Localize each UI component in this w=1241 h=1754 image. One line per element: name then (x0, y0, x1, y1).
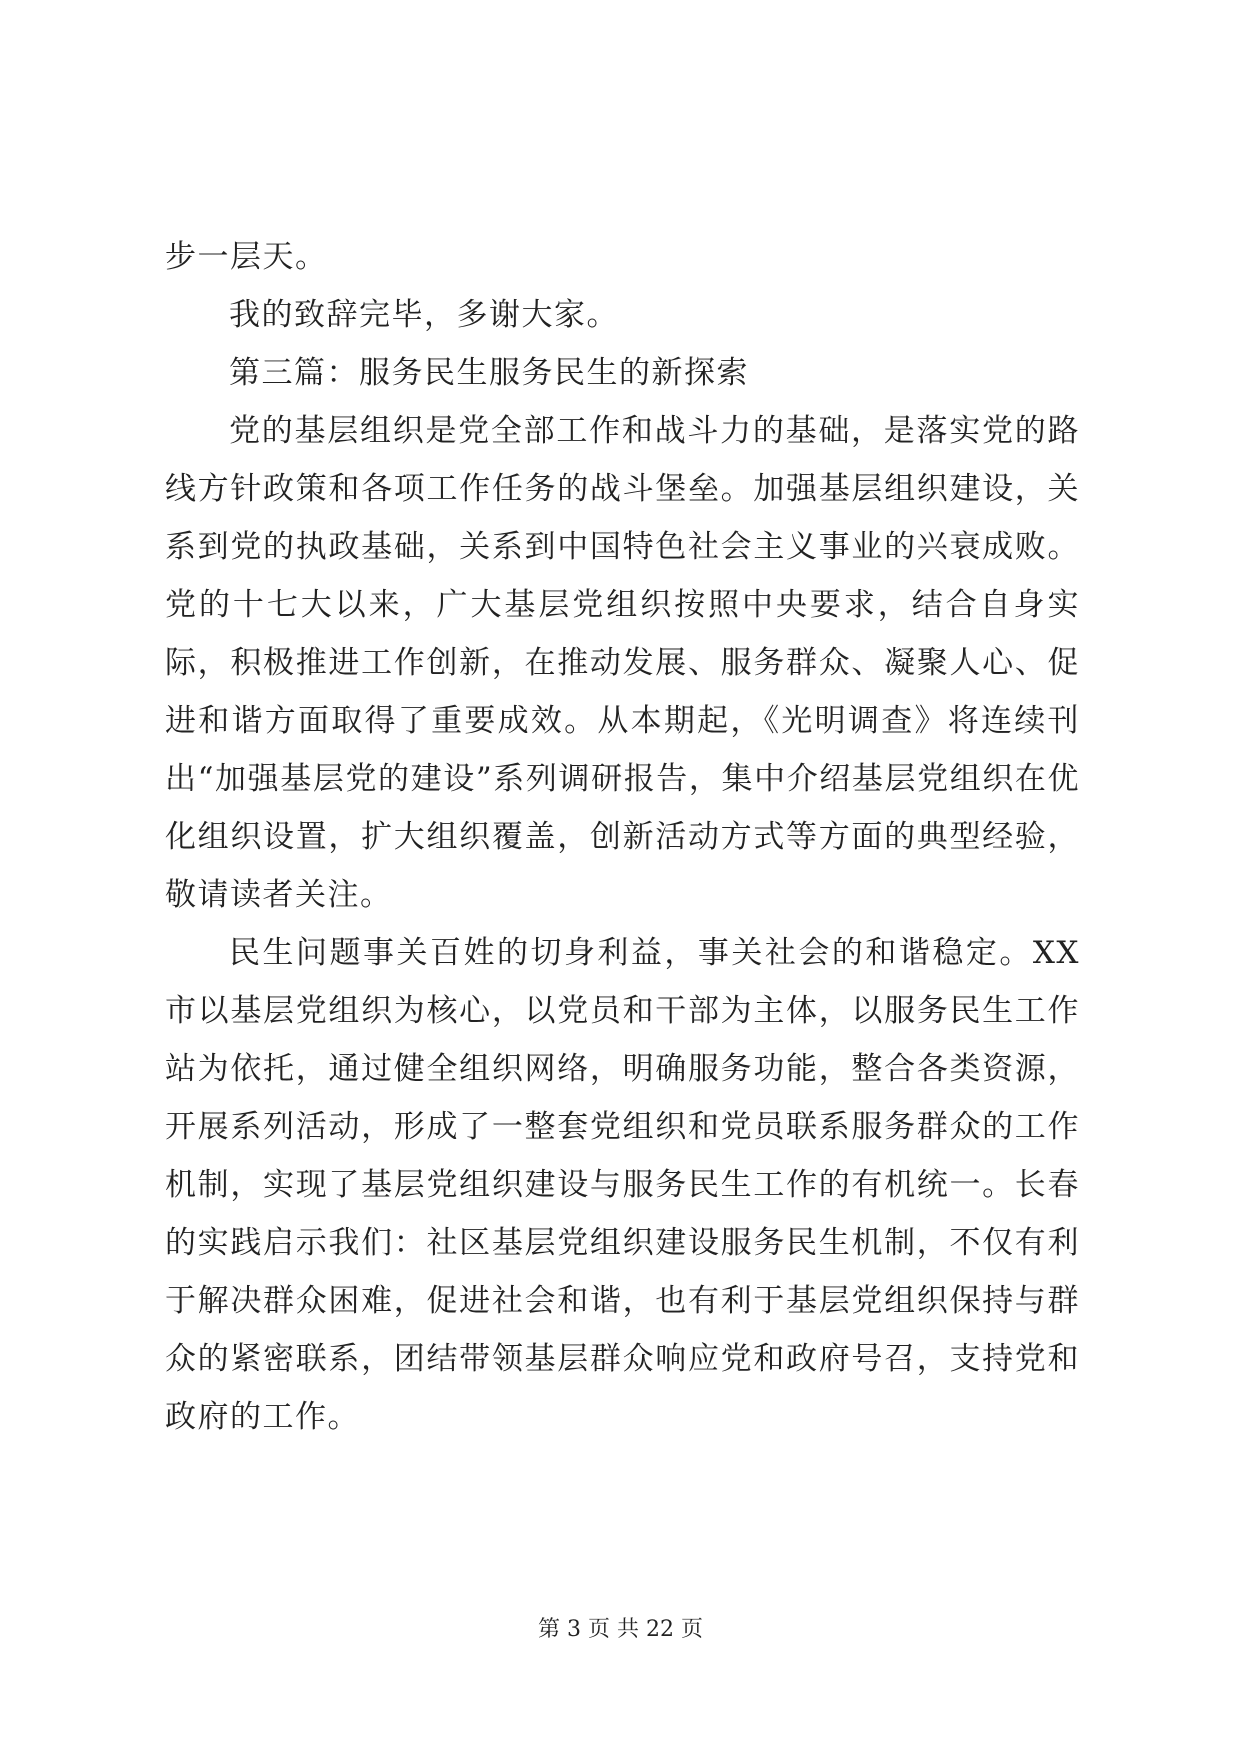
paragraph-closing-remark: 我的致辞完毕，多谢大家。 (229, 297, 619, 333)
page-number: 第 3 页 共 22 页 (538, 1617, 703, 1642)
document-body (165, 228, 1080, 1446)
paragraph-intro: 党的基层组织是党全部工作和战斗力的基础，是落实党的路线方针政策和各项工作任务的战斗堡垒。加强基层组织建设，关系到党的执政基础，关系到中国特色社会主义事业的兴衰成败。党的十七大以来，广大基层党组织按照中央要求，结合自身实际，积极推进工作创新，在推动发展、服务群众、凝聚人心、促进和谐方面取得了重要成效。从本期起，《光明调查》将连续刊出“加强基层党的建设”系列调研报告，集中介绍基层党组织在优化组织设置，扩大组织覆盖，创新活动方式等方面的典型经验，敬请读者关注。 (165, 413, 1080, 913)
section-heading: 第三篇：服务民生服务民生的新探索 (229, 355, 749, 391)
page-footer (0, 1616, 1241, 1644)
paragraph-main: 民生问题事关百姓的切身利益，事关社会的和谐稳定。XX市以基层党组织为核心，以党员和干部为主体，以服务民生工作站为依托，通过健全组织网络，明确服务功能，整合各类资源，开展系列活动，形成了一整套党组织和党员联系服务群众的工作机制，实现了基层党组织建设与服务民生工作的有机统一。长春的实践启示我们：社区基层党组织建设服务民生机制，不仅有利于解决群众困难，促进社会和谐，也有利于基层党组织保持与群众的紧密联系，团结带领基层群众响应党和政府号召，支持党和政府的工作。 (165, 935, 1080, 1435)
paragraph-continuation: 步一层天。 (165, 239, 328, 275)
